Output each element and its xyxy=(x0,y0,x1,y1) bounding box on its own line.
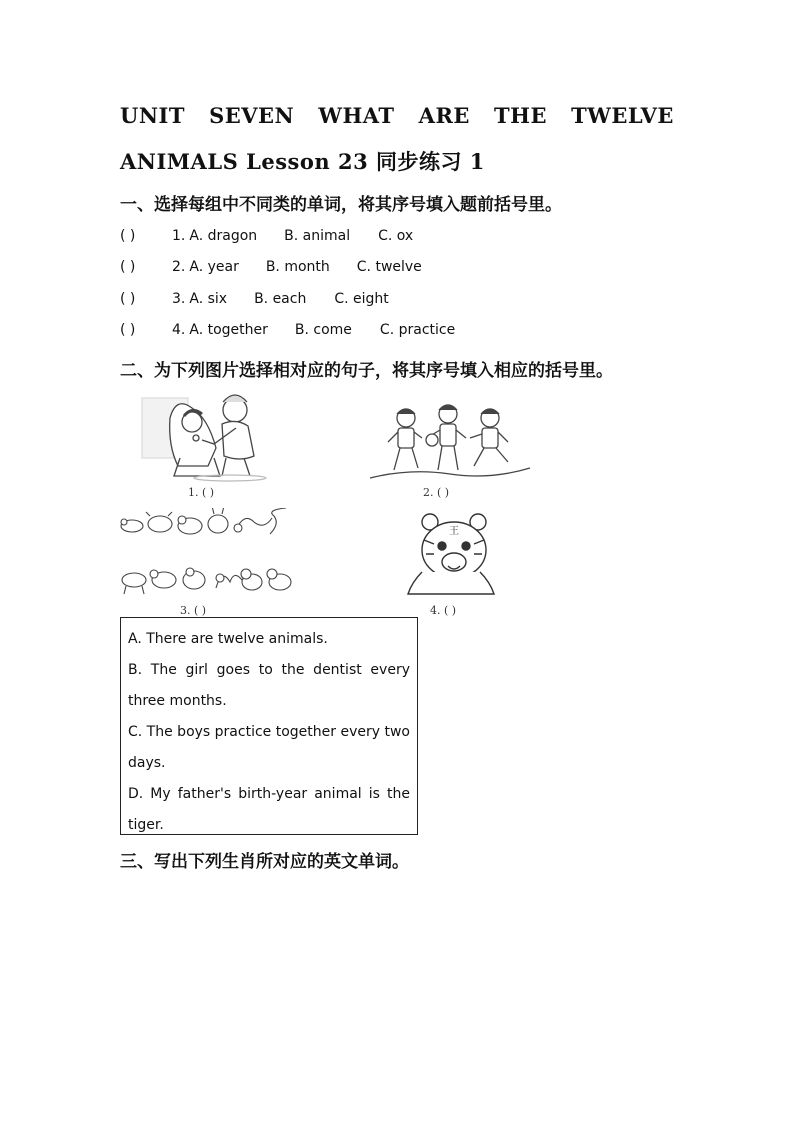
option-b: B. come xyxy=(294,322,352,338)
picture-3-caption[interactable]: 3. ( ) xyxy=(180,604,207,617)
question-row xyxy=(120,291,389,307)
title-word: ARE xyxy=(418,103,470,128)
answer-paren[interactable]: ( ) xyxy=(120,228,136,244)
sentence-option-b: B. The girl goes to the dentist every three months. xyxy=(128,662,410,709)
question-row xyxy=(120,322,455,338)
dentist-illustration xyxy=(140,388,320,484)
section1-heading: 一、选择每组中不同类的单词，将其序号填入题前括号里。 xyxy=(120,195,562,215)
sentence-options-box xyxy=(120,617,418,835)
question-number: 1. xyxy=(172,228,186,244)
question-row xyxy=(120,228,413,244)
picture-1-caption[interactable]: 1. ( ) xyxy=(188,486,215,499)
picture-2-caption[interactable]: 2. ( ) xyxy=(423,486,450,499)
title-word: WHAT xyxy=(318,103,395,128)
question-number: 3. xyxy=(172,291,186,307)
boys-football-illustration xyxy=(368,402,532,484)
question-row xyxy=(120,259,422,275)
picture-4-caption[interactable]: 4. ( ) xyxy=(430,604,457,617)
title-word: TWELVE xyxy=(571,103,674,128)
option-b: B. each xyxy=(254,291,307,307)
option-a: A. six xyxy=(189,291,228,307)
section3-heading: 三、写出下列生肖所对应的英文单词。 xyxy=(120,852,409,872)
title-word: THE xyxy=(494,103,548,128)
title-line-1 xyxy=(120,103,674,128)
sentence-option-d: D. My father's birth-year animal is the tiger. xyxy=(128,786,410,833)
question-number: 4. xyxy=(172,322,186,338)
title-word: SEVEN xyxy=(209,103,295,128)
title-word: UNIT xyxy=(120,103,185,128)
tiger-forehead-mark: 王 xyxy=(449,526,459,537)
option-b: B. animal xyxy=(284,228,351,244)
answer-paren[interactable]: ( ) xyxy=(120,322,136,338)
option-a: A. year xyxy=(189,259,239,275)
question-number: 2. xyxy=(172,259,186,275)
section2-heading: 二、为下列图片选择相对应的句子，将其序号填入相应的括号里。 xyxy=(120,361,613,381)
tiger-illustration xyxy=(404,510,502,602)
option-c: C. ox xyxy=(378,228,414,244)
option-c: C. eight xyxy=(334,291,389,307)
option-c: C. twelve xyxy=(356,259,422,275)
answer-paren[interactable]: ( ) xyxy=(120,291,136,307)
sentence-option-c: C. The boys practice together every two days. xyxy=(128,724,410,771)
sentence-option-a: A. There are twelve animals. xyxy=(128,631,328,647)
option-b: B. month xyxy=(265,259,330,275)
option-c: C. practice xyxy=(379,322,456,338)
option-a: A. together xyxy=(189,322,268,338)
option-a: A. dragon xyxy=(189,228,258,244)
zodiac-animals-illustration xyxy=(118,508,296,602)
title-line-2: ANIMALS Lesson 23 同步练习 1 xyxy=(120,149,485,174)
answer-paren[interactable]: ( ) xyxy=(120,259,136,275)
